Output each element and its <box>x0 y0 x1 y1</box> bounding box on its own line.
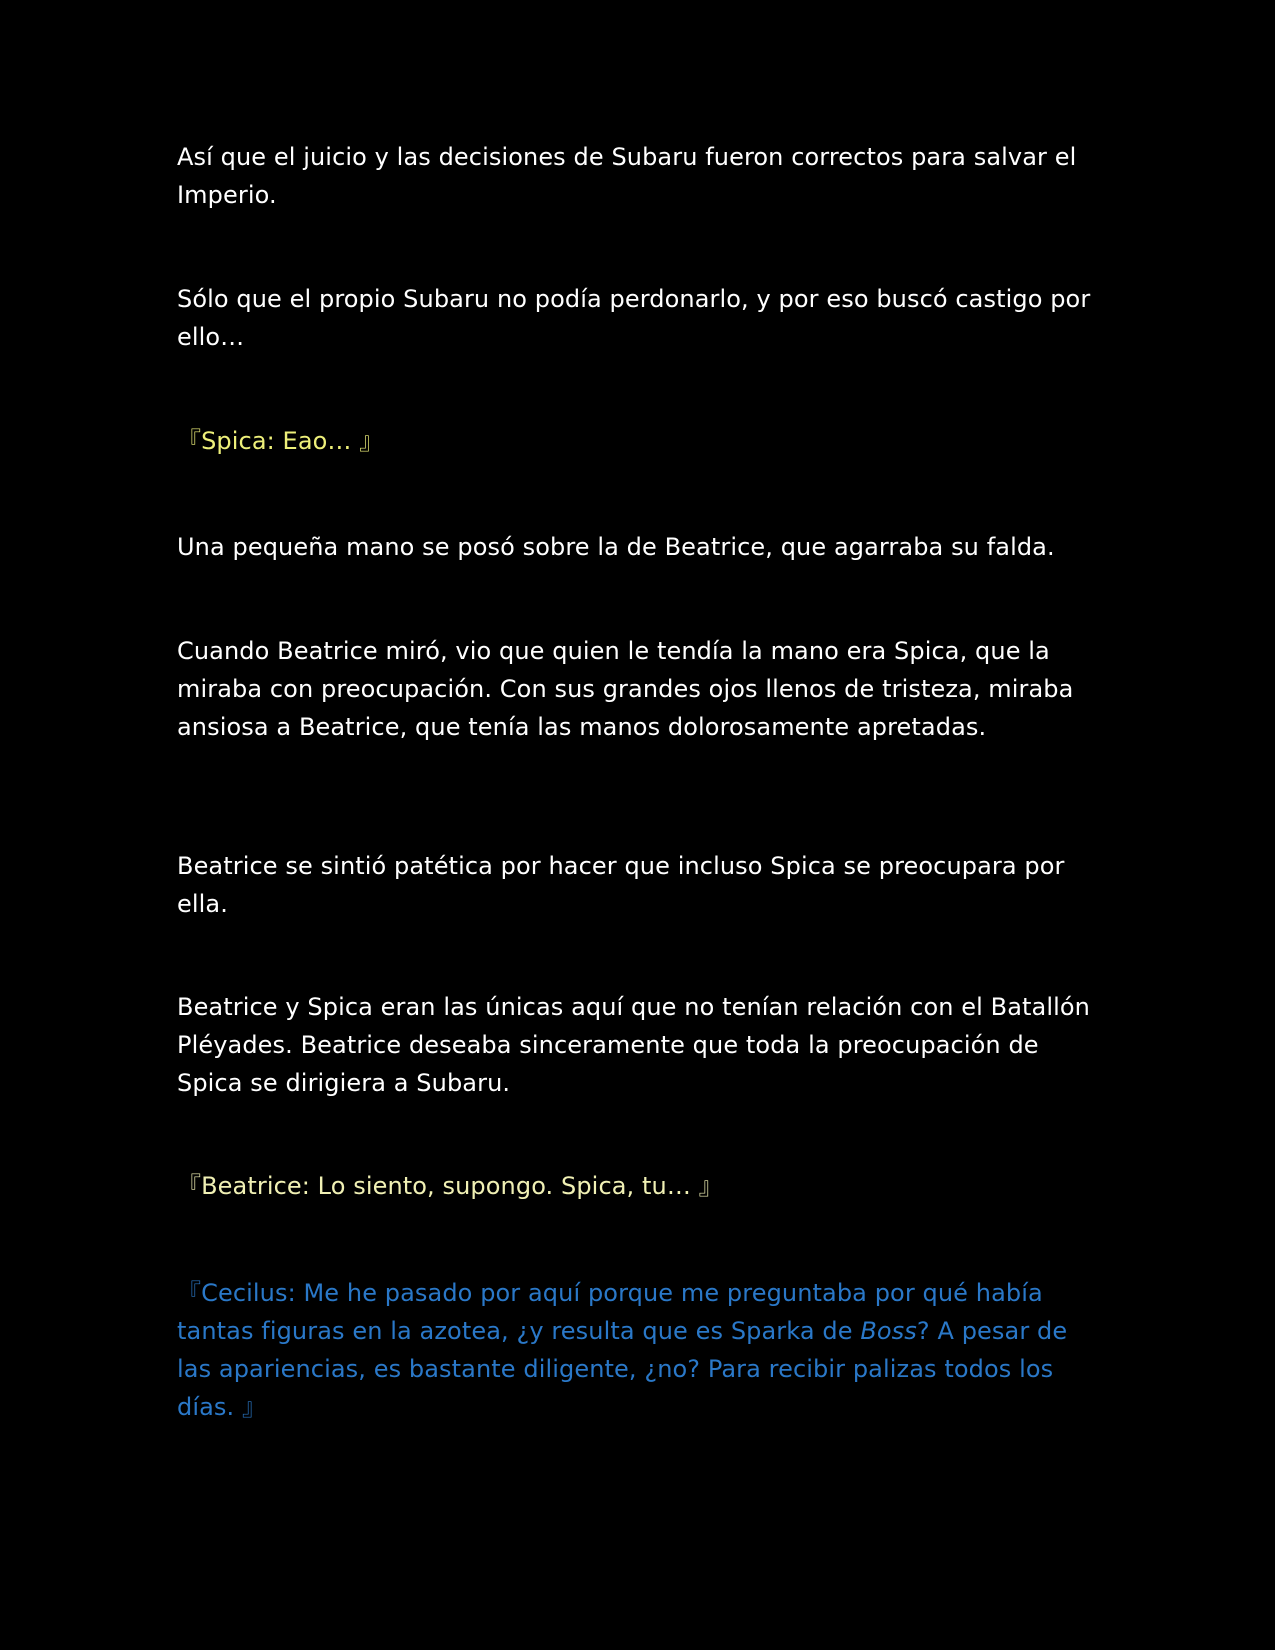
dialogue-cecilus <box>177 1274 1107 1426</box>
dialogue-beatrice: 『Beatrice: Lo siento, supongo. Spica, tu… 』 <box>177 1172 723 1200</box>
dialogue-cecilus-text: ? A pesar de las apariencias, es bastante diligente, ¿no? Para recibir palizas todos los días. 』 <box>177 1317 1068 1421</box>
narration-paragraph: Sólo que el propio Subaru no podía perdonarlo, y por eso buscó castigo por ello… <box>177 285 1091 351</box>
dialogue-cecilus-text: 『Cecilus: Me he pasado por aquí porque me preguntaba por qué había tantas figuras en la azotea, ¿y resulta que es Sparka de <box>177 1279 1043 1345</box>
narration-paragraph: Beatrice y Spica eran las únicas aquí que no tenían relación con el Batallón Pléyades. Beatrice deseaba sinceramente que toda la preocupación de Spica se dirigiera a Subaru. <box>177 993 1090 1097</box>
narration-paragraph: Cuando Beatrice miró, vio que quien le tendía la mano era Spica, que la miraba con preocupación. Con sus grandes ojos llenos de tristeza, miraba ansiosa a Beatrice, que tenía las manos dolorosamente apretadas. <box>177 637 1074 741</box>
dialogue-cecilus-emphasis: Boss <box>860 1317 917 1345</box>
narration-paragraph: Beatrice se sintió patética por hacer que incluso Spica se preocupara por ella. <box>177 852 1065 918</box>
document-page <box>177 0 1107 1650</box>
narration-paragraph: Así que el juicio y las decisiones de Subaru fueron correctos para salvar el Imperio. <box>177 143 1077 209</box>
dialogue-spica: 『Spica: Eao… 』 <box>177 427 384 455</box>
narration-paragraph: Una pequeña mano se posó sobre la de Beatrice, que agarraba su falda. <box>177 533 1055 561</box>
